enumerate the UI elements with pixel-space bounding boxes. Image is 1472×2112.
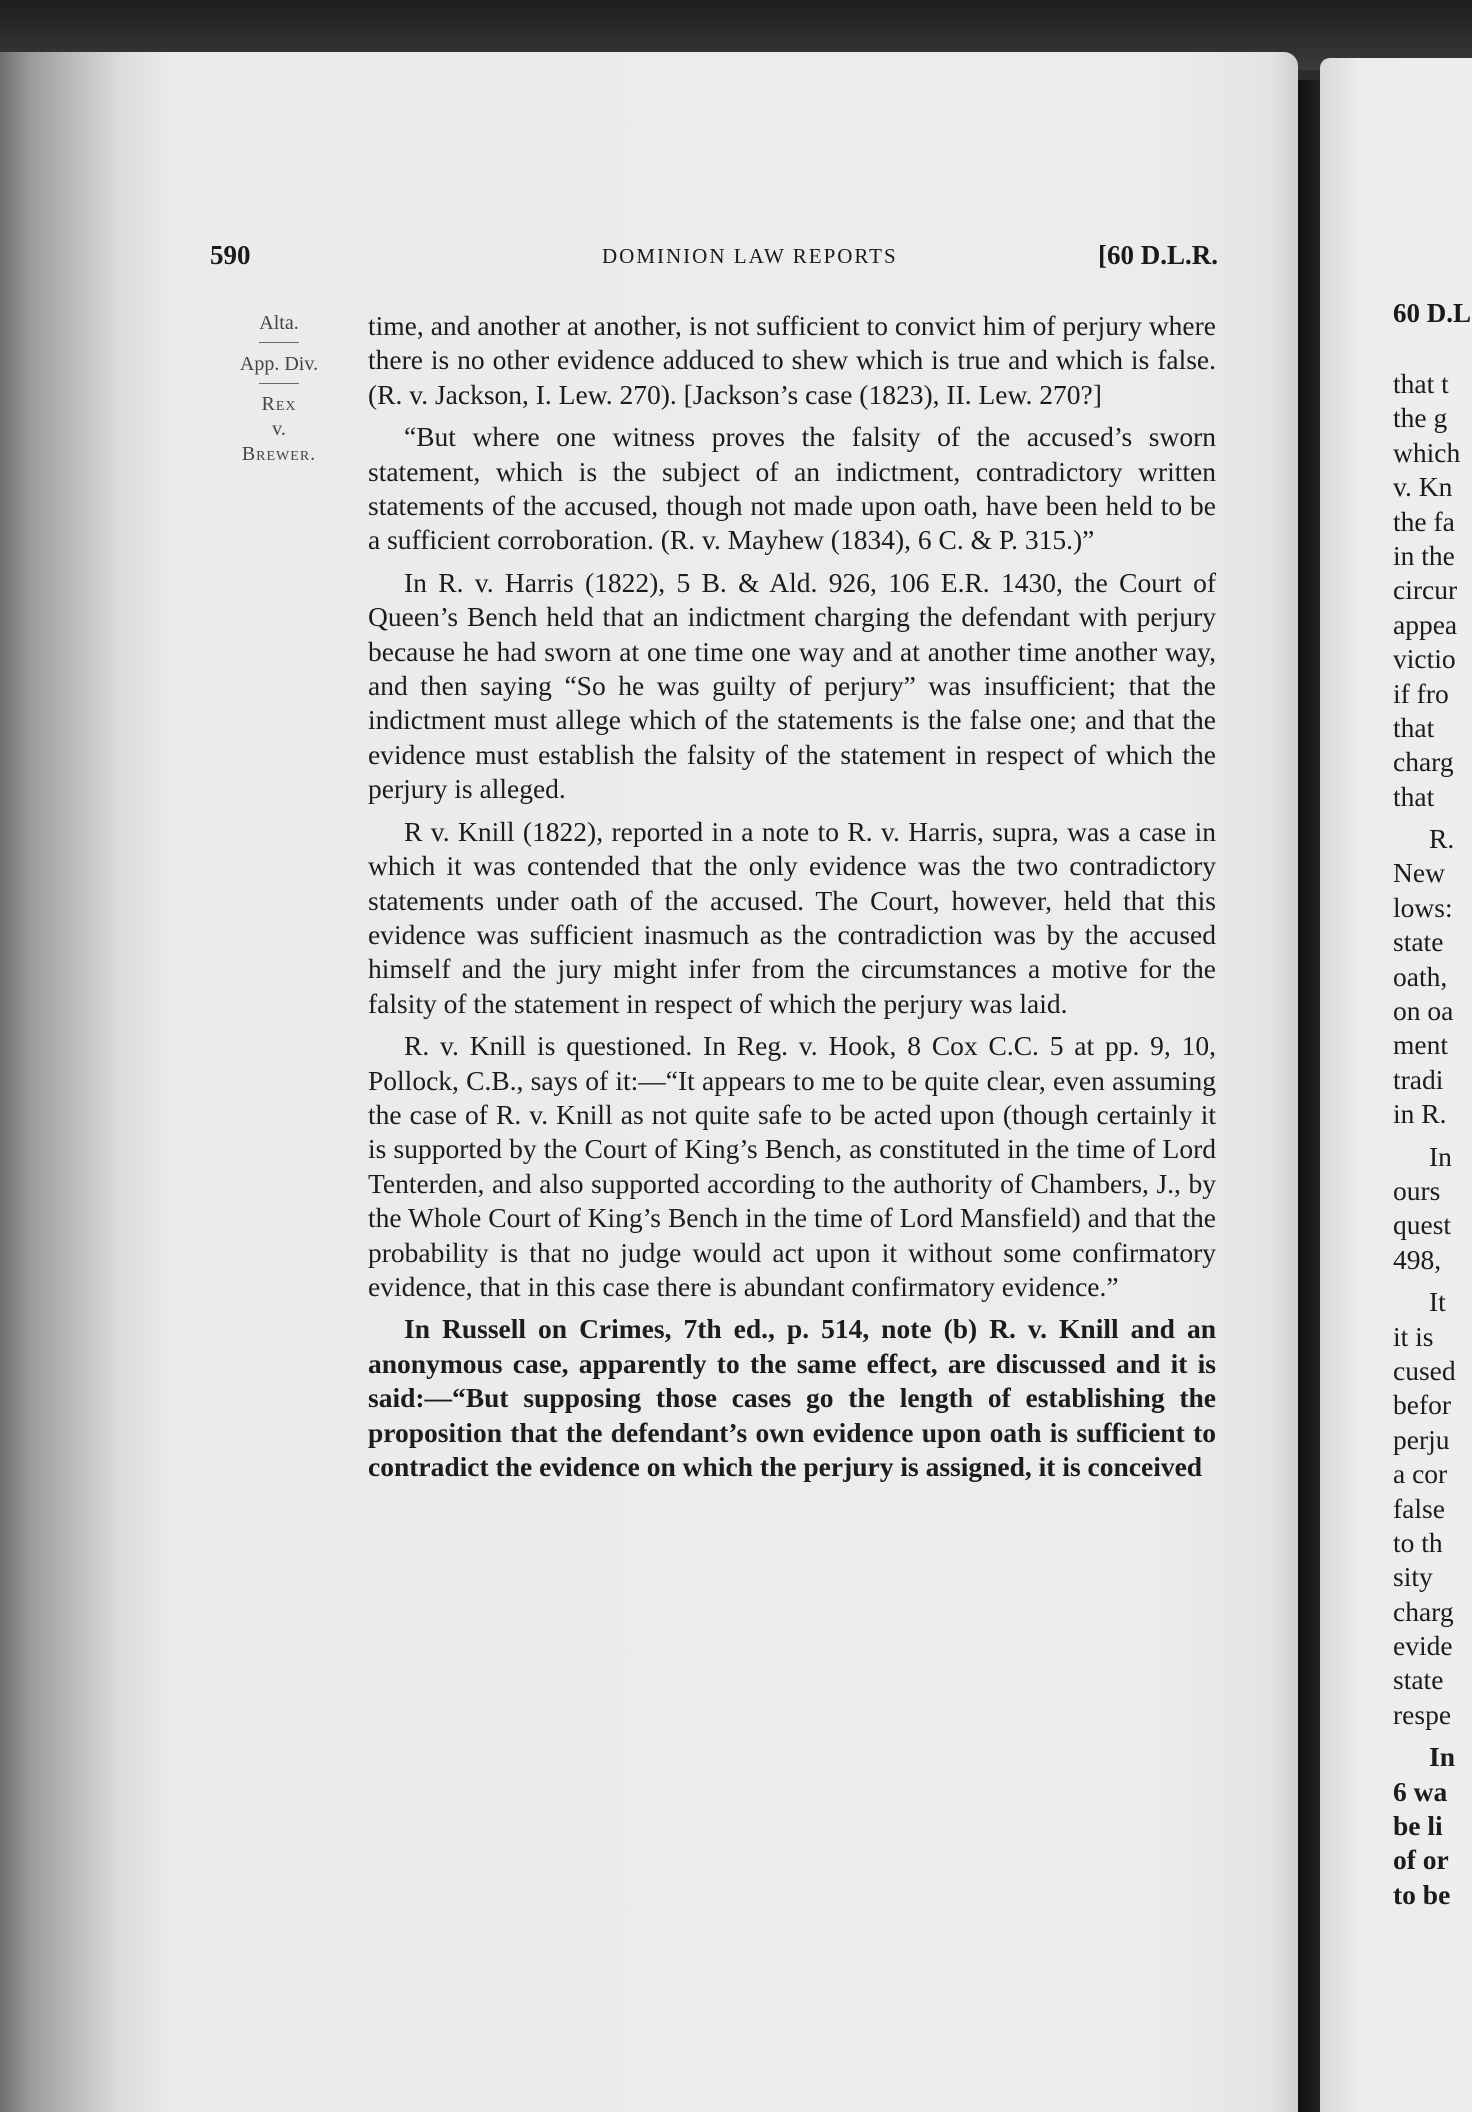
margin-rule	[259, 342, 299, 343]
paragraph-gap	[1393, 814, 1472, 822]
facing-page-line: in R.	[1393, 1098, 1447, 1130]
facing-page-line: appea	[1393, 608, 1458, 640]
facing-page-line: oath,	[1393, 960, 1448, 992]
facing-page-line: victio	[1393, 643, 1456, 675]
paragraph: In Russell on Crimes, 7th ed., p. 514, note (b) R. v. Knill and an anonymous case, apparently to the same effect, are discussed and it is said:—“But supposing those cases go the length of establishing the proposition that the defendant’s own evidence upon oath is sufficient to contradict the evidence on which the perjury is assigned, it is conceived	[368, 1313, 1216, 1482]
facing-page-line: In	[1429, 1741, 1455, 1773]
running-title: DOMINION LAW REPORTS	[602, 244, 898, 268]
facing-page-header: 60 D.L	[1393, 298, 1472, 328]
facing-page-line: New	[1393, 857, 1445, 889]
facing-page-line: In	[1429, 1140, 1452, 1172]
margin-notes	[208, 308, 350, 468]
body-text	[368, 309, 1216, 1492]
facing-page-line: ment	[1393, 1029, 1448, 1061]
paragraph-gap	[1393, 1732, 1472, 1740]
paragraph: R. v. Knill is questioned. In Reg. v. Hook, 8 Cox C.C. 5 at pp. 9, 10, Pollock, C.B., says of it:—“It appears to me to be quite clear, even assuming the case of R. v. Knill as not quite safe to be acted upon (though certainly it is supported by the Court of King’s Bench, as constituted in the time of Lord Tenterden, and also supported according to the authority of Chambers, J., by the Whole Court of King’s Bench in the time of Lord Mansfield) and that the probability is that no judge would act upon it without some confirmatory evidence, that in this case there is abundant confirmatory evidence.”	[368, 1030, 1216, 1302]
facing-page-line: on oa	[1393, 995, 1454, 1027]
facing-page-line: quest	[1393, 1209, 1452, 1241]
facing-page-line: to th	[1393, 1526, 1443, 1558]
facing-page-line: state	[1393, 1664, 1444, 1696]
margin-case-rex: Rex	[261, 393, 297, 415]
facing-page-line: lows:	[1393, 891, 1453, 923]
facing-page-line: charg	[1393, 746, 1454, 778]
facing-page-line: perju	[1393, 1423, 1450, 1455]
facing-page-line: sity	[1393, 1561, 1433, 1593]
facing-page-line: evide	[1393, 1630, 1453, 1662]
facing-page-line: to be	[1393, 1878, 1451, 1910]
margin-case-v: v.	[272, 418, 286, 440]
facing-page-line: it is	[1393, 1320, 1434, 1352]
facing-page-line: R.	[1429, 823, 1455, 855]
facing-page-line: circur	[1393, 574, 1458, 606]
page-number: 590	[210, 240, 251, 270]
facing-page-line: a cor	[1393, 1458, 1448, 1490]
facing-page-line: the g	[1393, 402, 1448, 434]
margin-division: App. Div.	[239, 353, 319, 375]
facing-page-line: charg	[1393, 1595, 1454, 1627]
facing-page-line: in the	[1393, 539, 1455, 571]
facing-page-line: tradi	[1393, 1063, 1444, 1095]
facing-page-lines	[1393, 367, 1472, 1912]
facing-page-line: cused	[1393, 1354, 1456, 1386]
margin-case-brewer: Brewer.	[241, 443, 317, 465]
paragraph: time, and another at another, is not sufficient to convict him of perjury where there is no other evidence adduced to shew which is true and which is false. (R. v. Jackson, I. Lew. 270). [Jackson’s case (1823), II. Lew. 270?]	[368, 310, 1216, 410]
facing-page-line: be li	[1393, 1810, 1443, 1842]
margin-rule	[259, 383, 299, 384]
facing-page-line: that t	[1393, 368, 1449, 399]
facing-page-line: if fro	[1393, 677, 1449, 709]
paragraph: “But where one witness proves the falsity of the accused’s sworn statement, which is the subject of an indictment, contradictory written statements of the accused, though not made upon oath, have been held to be a sufficient corroboration. (R. v. Mayhew (1834), 6 C. & P. 315.)”	[368, 421, 1216, 556]
facing-page	[1320, 58, 1472, 2112]
facing-page-line: befor	[1393, 1389, 1452, 1421]
facing-page-line: that	[1393, 711, 1435, 743]
facing-page-line: of or	[1393, 1844, 1449, 1876]
facing-page-line: false	[1393, 1492, 1445, 1524]
facing-page-line: ours	[1393, 1174, 1441, 1206]
facing-page-line: which	[1393, 436, 1461, 468]
volume-reference: [60 D.L.R.	[1098, 240, 1218, 270]
paragraph-gap	[1393, 1132, 1472, 1140]
facing-page-line: the fa	[1393, 505, 1455, 537]
book-gutter	[1298, 80, 1320, 2112]
facing-page-line: v. Kn	[1393, 471, 1453, 503]
facing-page-line: that	[1393, 780, 1435, 812]
paragraph: R v. Knill (1822), reported in a note to R. v. Harris, supra, was a case in which it was contended that the only evidence was the two contradictory statements under oath of the accused. The Court, however, held that this evidence was sufficient inasmuch as the contradiction was by the accused himself and the jury might infer from the circumstances a motive for the falsity of the statement in respect of which the perjury was laid.	[368, 815, 1216, 1019]
paragraph: In R. v. Harris (1822), 5 B. & Ald. 926, 106 E.R. 1430, the Court of Queen’s Bench held that an indictment charging the defendant with perjury because he had sworn at one time one way and at another time another way, and then saying “So he was guilty of perjury” was insufficient; that the indictment must allege which of the statements is the false one; and that the evidence must establish the falsity of the statement in respect of which the perjury is alleged.	[368, 566, 1216, 805]
facing-page-line: It	[1429, 1286, 1446, 1318]
paragraph-gap	[1393, 1277, 1472, 1285]
facing-page-line: 6 wa	[1393, 1775, 1448, 1807]
facing-page-line: state	[1393, 926, 1444, 958]
margin-court: Alta.	[259, 312, 299, 334]
facing-page-line: 498,	[1393, 1243, 1442, 1275]
page-header	[210, 240, 1218, 280]
facing-page-line: respe	[1393, 1698, 1452, 1730]
